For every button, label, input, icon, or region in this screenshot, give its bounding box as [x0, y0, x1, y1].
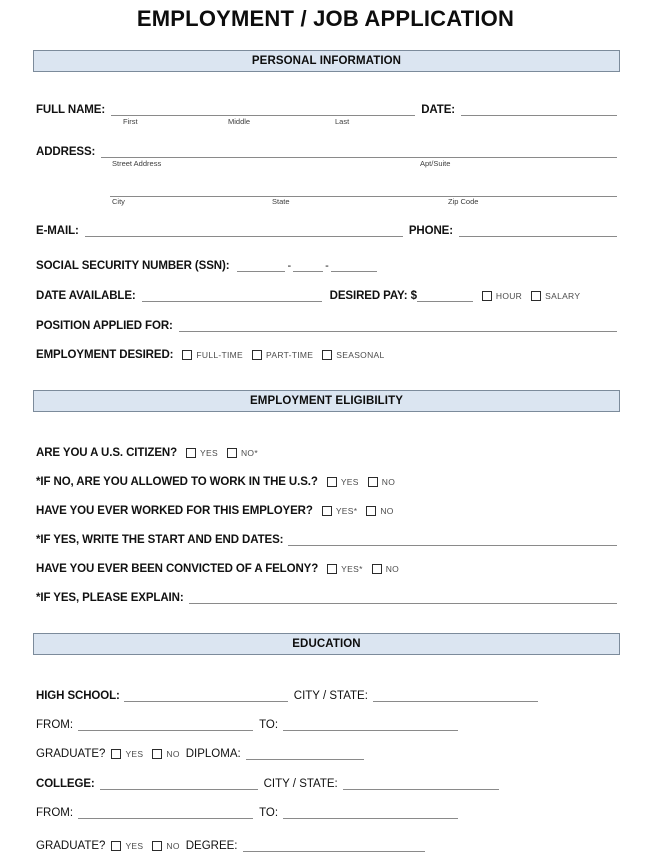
date-available-label: DATE AVAILABLE: — [36, 290, 136, 302]
worked-yes-label: YES* — [335, 506, 358, 516]
last-name-sublabel: Last — [335, 117, 350, 126]
employment-desired-row — [36, 345, 617, 361]
position-applied-label: POSITION APPLIED FOR: — [36, 320, 173, 332]
hs-graduate-no-label: NO — [166, 749, 180, 759]
part-time-checkbox-label: PART-TIME — [266, 350, 314, 360]
ssn-dash-2: - — [325, 260, 329, 272]
college-to-label: TO: — [259, 807, 279, 819]
hs-from-to-row — [36, 715, 617, 731]
employment-desired-label: EMPLOYMENT DESIRED: — [36, 349, 174, 361]
allowed-yes-checkbox[interactable] — [327, 477, 337, 487]
citizen-no-checkbox[interactable] — [227, 448, 237, 458]
college-graduate-yes-checkbox[interactable] — [111, 841, 121, 851]
worked-before-row — [36, 501, 617, 517]
salary-checkbox[interactable] — [531, 291, 541, 301]
street-address-sublabel: Street Address — [112, 159, 162, 168]
allowed-to-work-row — [36, 472, 617, 488]
college-label: COLLEGE: — [36, 778, 95, 790]
college-graduate-no-label: NO — [166, 841, 180, 851]
diploma-input[interactable] — [246, 746, 364, 760]
address-row — [36, 142, 617, 158]
date-available-pay-row — [36, 286, 617, 302]
felony-explain-label: *IF YES, PLEASE EXPLAIN: — [36, 592, 184, 604]
hs-graduate-yes-checkbox[interactable] — [111, 749, 121, 759]
ssn-input-part-3[interactable] — [331, 258, 377, 272]
date-label: DATE: — [421, 104, 455, 116]
address-sublabels — [36, 159, 617, 169]
allowed-to-work-label: *IF NO, ARE YOU ALLOWED TO WORK IN THE U.S.? — [36, 476, 318, 488]
full-time-checkbox[interactable] — [182, 350, 192, 360]
college-from-label: FROM: — [36, 807, 74, 819]
hs-graduate-yes-label: YES — [125, 749, 144, 759]
email-input[interactable] — [85, 223, 403, 237]
section-header-education — [33, 633, 620, 655]
city-state-zip-input[interactable] — [110, 183, 617, 197]
phone-label: PHONE: — [408, 225, 453, 237]
full-name-row — [36, 100, 617, 116]
hour-checkbox[interactable] — [482, 291, 492, 301]
high-school-input[interactable] — [124, 688, 288, 702]
worked-no-label: NO — [380, 506, 394, 516]
citizen-no-label: NO* — [240, 448, 258, 458]
apt-suite-sublabel: Apt/Suite — [420, 159, 451, 168]
hs-to-input[interactable] — [283, 717, 458, 731]
citizen-question-row — [36, 443, 617, 459]
allowed-no-checkbox[interactable] — [368, 477, 378, 487]
phone-input[interactable] — [459, 223, 617, 237]
hour-checkbox-label: HOUR — [495, 291, 523, 301]
hs-graduate-label: GRADUATE? — [36, 748, 106, 760]
degree-label: DEGREE: — [185, 840, 238, 852]
felony-yes-checkbox[interactable] — [327, 564, 337, 574]
salary-checkbox-label: SALARY — [545, 291, 581, 301]
diploma-label: DIPLOMA: — [185, 748, 241, 760]
college-from-to-row — [36, 803, 617, 819]
start-end-dates-row — [36, 530, 617, 546]
felony-explain-input[interactable] — [189, 590, 617, 604]
felony-yes-label: YES* — [341, 564, 363, 574]
zip-code-sublabel: Zip Code — [448, 197, 479, 206]
first-name-sublabel: First — [123, 117, 138, 126]
full-time-checkbox-label: FULL-TIME — [196, 350, 244, 360]
college-graduate-yes-label: YES — [125, 841, 144, 851]
ssn-label: SOCIAL SECURITY NUMBER (SSN): — [36, 260, 230, 272]
hs-from-input[interactable] — [78, 717, 253, 731]
street-address-input[interactable] — [101, 144, 617, 158]
allowed-no-label: NO — [381, 477, 396, 487]
college-row — [36, 774, 617, 790]
middle-name-sublabel: Middle — [228, 117, 251, 126]
high-school-row — [36, 686, 617, 702]
citizen-yes-checkbox[interactable] — [186, 448, 196, 458]
address-label: ADDRESS: — [36, 146, 96, 158]
email-label: E-MAIL: — [36, 225, 79, 237]
felony-no-label: NO — [385, 564, 400, 574]
hs-city-state-input[interactable] — [373, 688, 538, 702]
start-end-dates-label: *IF YES, WRITE THE START AND END DATES: — [36, 534, 284, 546]
college-from-input[interactable] — [78, 805, 253, 819]
felony-explain-row — [36, 588, 617, 604]
ssn-dash-1: - — [287, 260, 292, 272]
part-time-checkbox[interactable] — [252, 350, 262, 360]
college-graduate-no-checkbox[interactable] — [152, 841, 162, 851]
high-school-label: HIGH SCHOOL: — [36, 690, 120, 702]
college-graduate-label: GRADUATE? — [36, 840, 106, 852]
address-row-2 — [36, 181, 617, 197]
ssn-input-part-1[interactable] — [237, 258, 285, 272]
address-sublabels-2 — [36, 197, 617, 207]
hs-to-label: TO: — [259, 719, 279, 731]
section-header-employment-eligibility-label: EMPLOYMENT ELIGIBILITY — [250, 395, 403, 407]
desired-pay-label: DESIRED PAY: $ — [329, 290, 417, 302]
allowed-yes-label: YES — [340, 477, 359, 487]
date-input[interactable] — [461, 102, 617, 116]
hs-from-label: FROM: — [36, 719, 74, 731]
state-sublabel: State — [272, 197, 290, 206]
seasonal-checkbox[interactable] — [322, 350, 332, 360]
email-phone-row — [36, 221, 617, 237]
citizen-question-label: ARE YOU A U.S. CITIZEN? — [36, 447, 178, 459]
felony-no-checkbox[interactable] — [372, 564, 382, 574]
worked-before-label: HAVE YOU EVER WORKED FOR THIS EMPLOYER? — [36, 505, 313, 517]
position-applied-input[interactable] — [179, 318, 617, 332]
felony-question-label: HAVE YOU EVER BEEN CONVICTED OF A FELONY? — [36, 563, 319, 575]
ssn-row — [36, 256, 617, 272]
city-sublabel: City — [112, 197, 125, 206]
citizen-yes-label: YES — [200, 448, 218, 458]
college-graduate-row — [36, 836, 617, 852]
full-name-sublabels — [36, 117, 617, 127]
hs-graduate-no-checkbox[interactable] — [152, 749, 162, 759]
section-header-education-label: EDUCATION — [292, 638, 361, 650]
section-header-employment-eligibility — [33, 390, 620, 412]
seasonal-checkbox-label: SEASONAL — [336, 350, 385, 360]
worked-yes-checkbox[interactable] — [322, 506, 332, 516]
full-name-label: FULL NAME: — [36, 104, 106, 116]
ssn-input-part-2[interactable] — [293, 258, 323, 272]
desired-pay-input[interactable] — [417, 288, 473, 302]
felony-question-row — [36, 559, 617, 575]
college-city-state-label: CITY / STATE: — [263, 778, 338, 790]
date-available-input[interactable] — [142, 288, 322, 302]
hs-graduate-row — [36, 744, 617, 760]
college-input[interactable] — [100, 776, 258, 790]
worked-no-checkbox[interactable] — [366, 506, 376, 516]
college-city-state-input[interactable] — [343, 776, 499, 790]
section-header-personal-information-label: PERSONAL INFORMATION — [251, 55, 402, 67]
section-header-personal-information — [33, 50, 620, 72]
full-name-input[interactable] — [111, 102, 415, 116]
hs-city-state-label: CITY / STATE: — [293, 690, 368, 702]
start-end-dates-input[interactable] — [288, 532, 617, 546]
degree-input[interactable] — [243, 838, 425, 852]
form-title: EMPLOYMENT / JOB APPLICATION — [136, 6, 515, 31]
position-row — [36, 316, 617, 332]
college-to-input[interactable] — [283, 805, 458, 819]
